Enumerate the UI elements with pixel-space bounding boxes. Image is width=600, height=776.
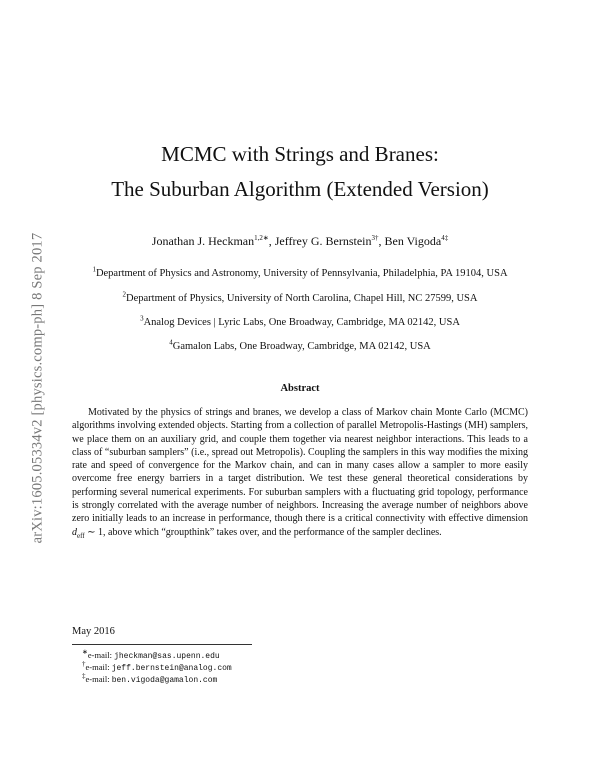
footnote [82, 674, 217, 685]
abstract-text-part-1: Motivated by the physics of strings and branes, we develop a class of Markov chain Monte Carlo (MCMC) algorithms involving extended objects. Starting from a collection of parallel Metropolis-Hastings (MH) samplers, we place them on an auxiliary grid, and couple them together via nearest neighbor interactions. This leads to a class of “suburban samplers” (i.e., spread out Metropolis). Coupling the samplers in this way modifies the mixing rate and speed of convergence for the Markov chain, and can in many cases allow a sampler to more easily overcome free energy barriers in a target distribution. We test these general theoretical considerations by performing several numerical experiments. For suburban samplers with a fluctuating grid topology, performance is strongly correlated with the average number of neighbors. Increasing the average number of neighbors above zero initially leads to an increase in performance, though there is a critical connectivity with effective dimension [72, 407, 528, 525]
author-marks: 1,2∗ [254, 234, 269, 242]
paper-title-line-2: The Suburban Algorithm (Extended Version) [111, 177, 489, 201]
footnote-mark: † [82, 660, 86, 669]
footnote-label: e-mail: [87, 650, 115, 660]
affiliation-number: 2 [122, 290, 127, 299]
author-marks: 4‡ [441, 234, 449, 242]
affiliation-number: 3 [140, 314, 144, 323]
email-link[interactable]: jheckman@sas.upenn.edu [114, 652, 220, 661]
math-variable: d [72, 526, 77, 538]
affiliation-number: 1 [92, 265, 96, 274]
arxiv-identifier: arXiv:1605.05334v2 [physics.comp-ph] 8 Sep 2017 [29, 232, 46, 544]
email-link[interactable]: jeff.bernstein@analog.com [111, 664, 232, 673]
affiliation [0, 338, 600, 352]
abstract-body [72, 406, 528, 543]
abstract-heading: Abstract [280, 383, 320, 394]
paper-date: May 2016 [72, 626, 115, 637]
affiliation [0, 290, 600, 304]
footnote-label: e-mail: [85, 674, 112, 684]
author-name: Jeffrey G. Bernstein [274, 234, 372, 248]
affiliation [0, 314, 600, 328]
math-relation: ∼ 1 [84, 526, 104, 538]
author-marks: 3† [371, 234, 379, 242]
author-name: Jonathan J. Heckman [151, 234, 255, 248]
footnote [82, 650, 220, 661]
affiliation-text: Gamalon Labs, One Broadway, Cambridge, MA 02142, USA [172, 341, 431, 352]
author-name: Ben Vigoda [384, 234, 442, 248]
footnote-mark: ‡ [82, 672, 86, 681]
affiliation-text: Department of Physics and Astronomy, University of Pennsylvania, Philadelphia, PA 19104, USA [95, 268, 508, 279]
affiliation [0, 265, 600, 279]
math-subscript: eff [77, 531, 85, 540]
email-link[interactable]: ben.vigoda@gamalon.com [111, 676, 218, 685]
abstract-text-part-2: , above which “groupthink” takes over, and the performance of the sampler declines. [103, 526, 442, 538]
author-list: Jonathan J. Heckman$^{1,2∗}$, Jeffrey G. Bernstein$^{3\dagger}$, Ben Vigoda$^{4\ddagger}$ [151, 234, 449, 248]
footnote-mark: ∗ [82, 648, 88, 657]
footnote [82, 662, 232, 673]
paper-title-line-1: MCMC with Strings and Branes: [161, 142, 439, 166]
footnote-label: e-mail: [85, 662, 112, 672]
affiliation-text: Analog Devices | Lyric Labs, One Broadway, Cambridge, MA 02142, USA [143, 317, 460, 328]
affiliation-text: Department of Physics, University of North Carolina, Chapel Hill, NC 27599, USA [126, 293, 478, 304]
affiliation-number: 4 [169, 338, 173, 347]
footnote-rule [72, 644, 252, 645]
